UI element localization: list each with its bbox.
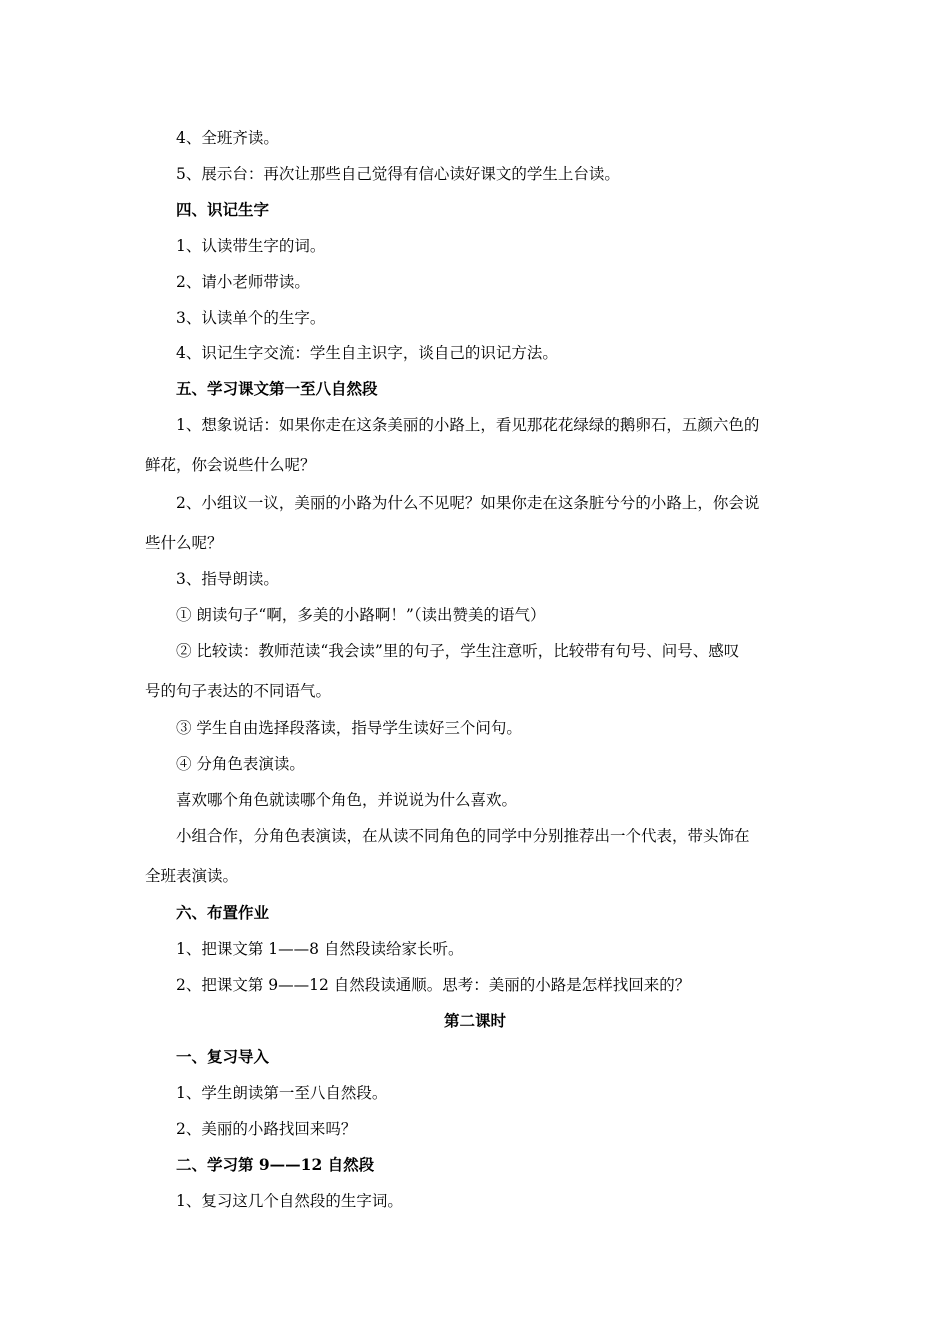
section-heading: 一、复习导入	[176, 1047, 270, 1066]
paragraph: 2、美丽的小路找回来吗？	[176, 1120, 357, 1138]
section-heading: 二、学习第 9——12 自然段	[176, 1155, 375, 1174]
paragraph: ② 比较读：教师范读“我会读”里的句子，学生注意听，比较带有句号、问号、感叹	[176, 642, 740, 660]
section-heading: 四、识记生字	[176, 200, 270, 219]
paragraph: 4、识记生字交流：学生自主识字，谈自己的识记方法。	[176, 344, 558, 362]
paragraph: 4、全班齐读。	[176, 129, 279, 147]
paragraph: ③ 学生自由选择段落读，指导学生读好三个问句。	[176, 719, 522, 737]
paragraph-continuation: 号的句子表达的不同语气。	[145, 682, 332, 700]
section-heading: 六、布置作业	[176, 903, 270, 922]
paragraph: ① 朗读句子“啊，多美的小路啊！”（读出赞美的语气）	[176, 606, 546, 624]
paragraph: 2、小组议一议，美丽的小路为什么不见呢？如果你走在这条脏兮兮的小路上，你会说	[176, 494, 760, 512]
paragraph: 2、请小老师带读。	[176, 273, 310, 291]
paragraph: 1、把课文第 1——8 自然段读给家长听。	[176, 940, 464, 958]
paragraph: 3、指导朗读。	[176, 570, 279, 588]
paragraph: 小组合作，分角色表演读，在从读不同角色的同学中分别推荐出一个代表，带头饰在	[176, 827, 750, 845]
paragraph: 2、把课文第 9——12 自然段读通顺。思考：美丽的小路是怎样找回来的？	[176, 976, 691, 994]
paragraph: 1、认读带生字的词。	[176, 237, 326, 255]
paragraph: 1、学生朗读第一至八自然段。	[176, 1084, 388, 1102]
paragraph: 喜欢哪个角色就读哪个角色，并说说为什么喜欢。	[176, 791, 518, 809]
paragraph: ④ 分角色表演读。	[176, 755, 305, 773]
paragraph: 1、想象说话：如果你走在这条美丽的小路上，看见那花花绿绿的鹅卵石，五颜六色的	[176, 416, 760, 434]
section-heading: 五、学习课文第一至八自然段	[176, 379, 378, 398]
paragraph: 3、认读单个的生字。	[176, 309, 326, 327]
paragraph-continuation: 些什么呢？	[145, 534, 223, 552]
paragraph-continuation: 鲜花，你会说些什么呢？	[145, 456, 316, 474]
paragraph: 5、展示台：再次让那些自己觉得有信心读好课文的学生上台读。	[176, 165, 620, 183]
paragraph: 1、复习这几个自然段的生字词。	[176, 1192, 403, 1210]
paragraph-continuation: 全班表演读。	[145, 867, 239, 885]
lesson-title: 第二课时	[443, 1011, 506, 1030]
